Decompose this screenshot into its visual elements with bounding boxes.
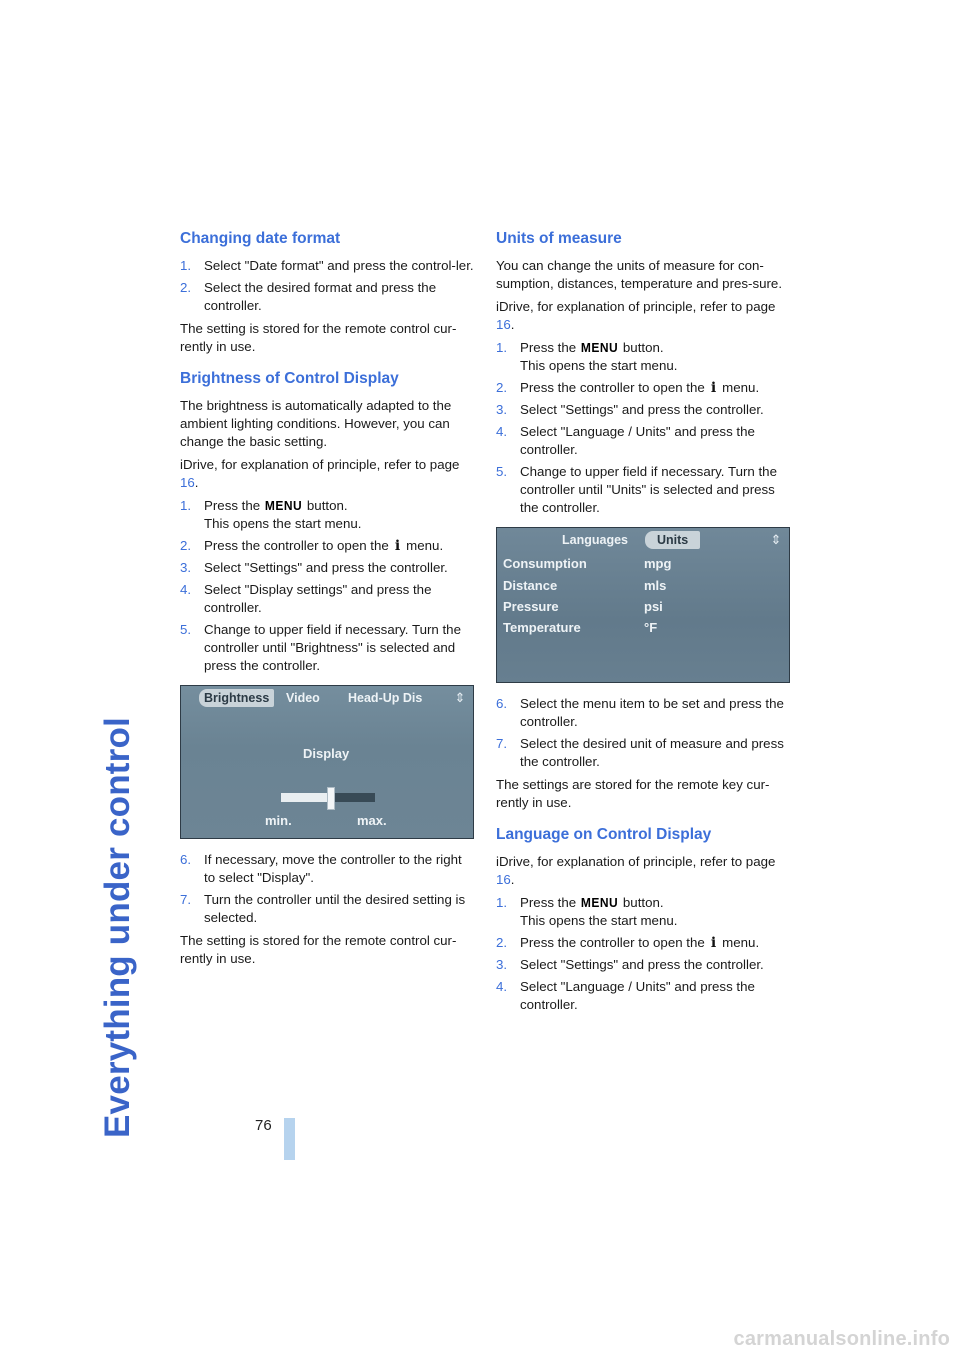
menu-button-icon: MENU (264, 498, 303, 514)
page-number: 76 (255, 1117, 272, 1134)
date-format-note: The setting is stored for the remote control cur-rently in use. (180, 321, 457, 354)
list-item: 4. Select "Display settings" and press the controller. (180, 582, 432, 615)
list-item: 4. Select "Language / Units" and press the controller. (496, 424, 755, 457)
units-tabbar (497, 528, 789, 552)
unit-label-consumption[interactable]: Consumption (503, 556, 587, 571)
footer-watermark: carmanualsonline.info (733, 1328, 950, 1350)
tab-brightness[interactable]: Brightness (199, 689, 274, 707)
heading-brightness: Brightness of Control Display (180, 370, 399, 387)
brightness-slider-track (334, 793, 375, 802)
list-item: 2. Select the desired format and press the controller. (180, 280, 437, 313)
unit-value-temperature: °F (644, 620, 658, 635)
brightness-reference: iDrive, for explanation of principle, refer to page 16. (180, 457, 460, 490)
slider-max-label: max. (357, 813, 387, 828)
unit-value-distance: mls (644, 578, 667, 593)
list-item: 1. Select "Date format" and press the control-ler. (180, 258, 474, 273)
page-link[interactable]: 16 (496, 872, 511, 887)
page-link[interactable]: 16 (496, 317, 511, 332)
date-format-steps (180, 257, 474, 315)
info-icon: i (710, 380, 717, 396)
scroll-arrows-icon[interactable]: ⇕ (454, 690, 466, 705)
tab-units[interactable]: Units (645, 531, 700, 549)
list-item: 1. Press the MENU button. This opens the start menu. (496, 895, 678, 928)
info-icon: i (710, 935, 717, 951)
brightness-slider-handle[interactable] (327, 787, 335, 810)
heading-date-format: Changing date format (180, 230, 341, 247)
unit-label-temperature[interactable]: Temperature (503, 620, 581, 635)
list-item: 3. Select "Settings" and press the controller. (496, 957, 764, 972)
language-reference: iDrive, for explanation of principle, refer to page 16. (496, 854, 776, 887)
brightness-screen (180, 685, 474, 839)
left-column (180, 230, 474, 973)
units-steps-after (496, 695, 790, 771)
menu-button-icon: MENU (580, 895, 619, 911)
units-reference: iDrive, for explanation of principle, refer to page 16. (496, 299, 776, 332)
list-item: 7. Turn the controller until the desired setting is selected. (180, 892, 466, 925)
brightness-note: The setting is stored for the remote control cur-rently in use. (180, 933, 457, 966)
right-column (496, 230, 790, 1019)
brightness-slider-fill (281, 793, 328, 802)
tab-head-up-display[interactable]: Head-Up Dis (348, 691, 423, 705)
unit-label-pressure[interactable]: Pressure (503, 599, 559, 614)
page-marker-bar (284, 1118, 295, 1160)
brightness-intro: The brightness is automatically adapted to the ambient lighting conditions. However, you can change the basic setting. (180, 398, 452, 449)
info-icon: i (394, 538, 401, 554)
list-item: 4. Select "Language / Units" and press the controller. (496, 979, 755, 1012)
brightness-steps-after (180, 851, 474, 927)
unit-value-pressure: psi (644, 599, 663, 614)
page-link[interactable]: 16 (180, 475, 195, 490)
scroll-arrows-icon[interactable]: ⇕ (770, 532, 782, 547)
heading-units: Units of measure (496, 230, 622, 247)
display-label: Display (303, 746, 350, 761)
list-item: 2. Press the controller to open the i menu. (496, 380, 760, 396)
units-screen (496, 527, 790, 683)
list-item: 3. Select "Settings" and press the controller. (180, 560, 448, 575)
side-section-title-text: Everything under control (98, 717, 137, 1138)
list-item: 6. Select the menu item to be set and press the controller. (496, 696, 784, 729)
brightness-steps (180, 497, 474, 675)
heading-language: Language on Control Display (496, 826, 712, 843)
language-steps (496, 894, 790, 1014)
list-item: 3. Select "Settings" and press the controller. (496, 402, 764, 417)
side-section-title (98, 228, 158, 1138)
list-item: 5. Change to upper field if necessary. Turn the controller until "Brightness" is selected and press the controller. (180, 622, 461, 673)
list-item: 6. If necessary, move the controller to the right to select "Display". (180, 852, 462, 885)
list-item: 7. Select the desired unit of measure and press the controller. (496, 736, 784, 769)
list-item: 1. Press the MENU button. This opens the start menu. (180, 498, 362, 531)
list-item: 2. Press the controller to open the i menu. (496, 935, 760, 951)
units-steps (496, 339, 790, 517)
unit-label-distance[interactable]: Distance (503, 578, 558, 593)
unit-value-consumption: mpg (644, 556, 672, 571)
slider-min-label: min. (265, 813, 292, 828)
list-item: 2. Press the controller to open the i menu. (180, 538, 444, 554)
tab-languages[interactable]: Languages (562, 533, 628, 547)
brightness-tabbar (181, 686, 473, 710)
tab-video[interactable]: Video (286, 691, 320, 705)
units-intro: You can change the units of measure for con-sumption, distances, temperature and pres-sure. (496, 258, 783, 291)
menu-button-icon: MENU (580, 340, 619, 356)
units-note: The settings are stored for the remote key cur-rently in use. (496, 777, 770, 810)
list-item: 1. Press the MENU button. This opens the start menu. (496, 340, 678, 373)
list-item: 5. Change to upper field if necessary. Turn the controller until "Units" is selected and press the controller. (496, 464, 777, 515)
